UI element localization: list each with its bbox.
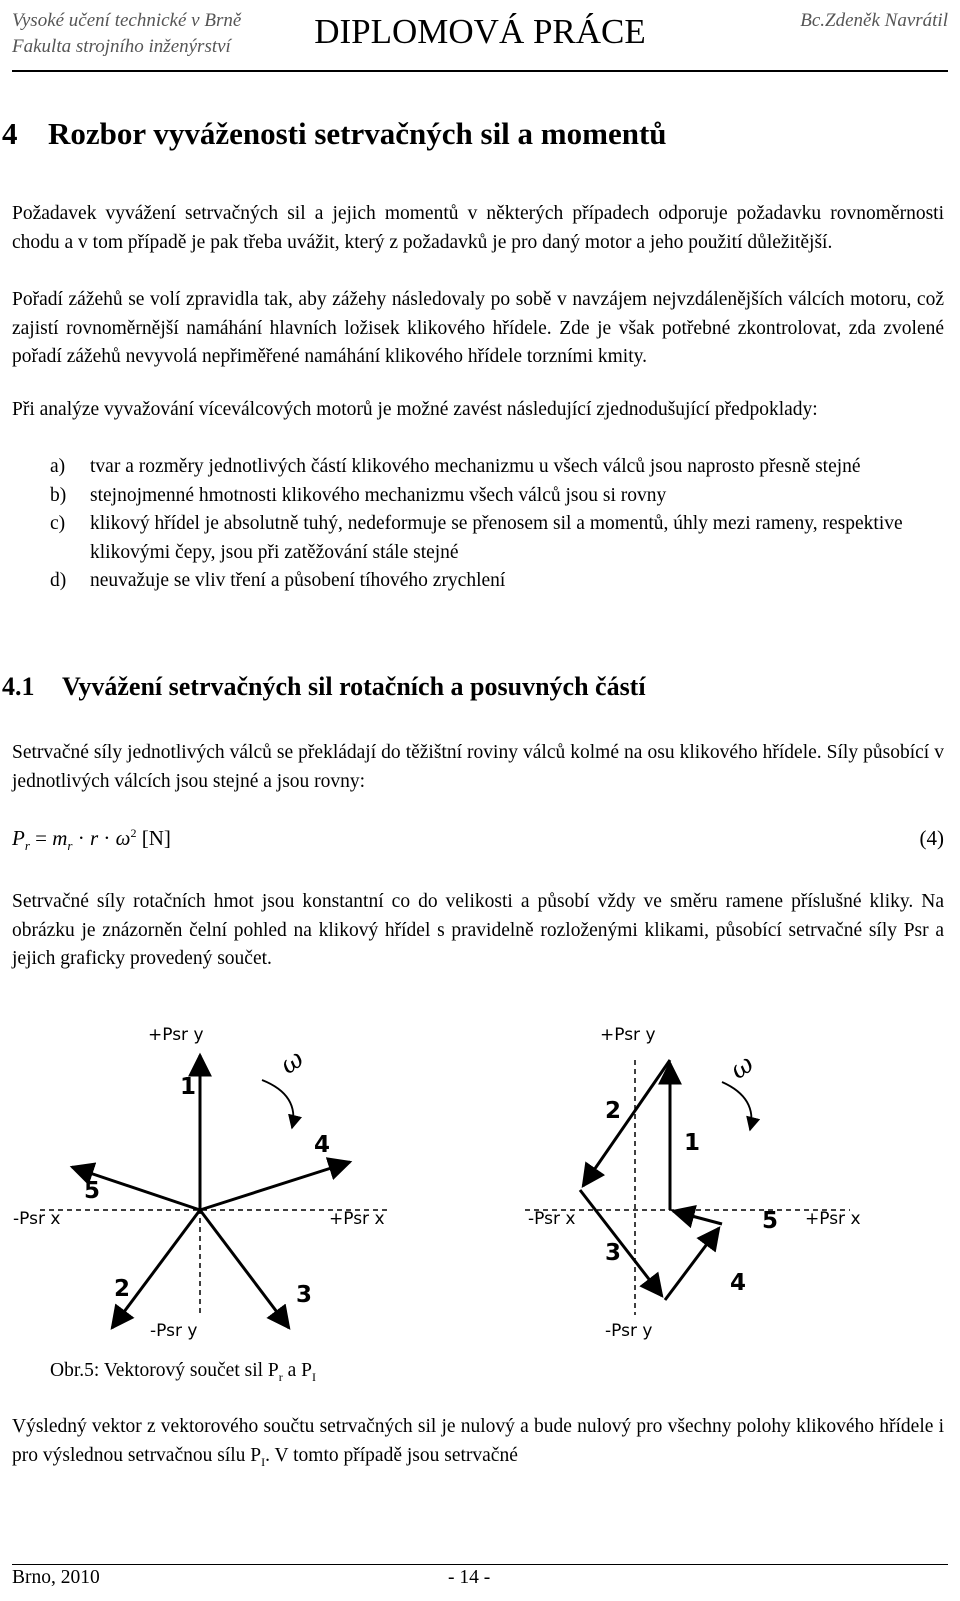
footer-rule <box>12 1564 948 1565</box>
list-text: neuvažuje se vliv tření a působení tíhového zrychlení <box>90 570 506 592</box>
left-omega: ω <box>274 1043 310 1081</box>
left-label-left: -Psr x <box>13 1209 61 1229</box>
eq-force-sub: r <box>24 838 30 854</box>
figure-vector-sum <box>0 1010 960 1350</box>
footer-page-number: - 14 - <box>448 1567 491 1588</box>
paragraph-final <box>12 1413 944 1476</box>
right-label-left: -Psr x <box>528 1209 576 1229</box>
caption-text: Obr.5: Vektorový součet sil P <box>50 1360 279 1381</box>
left-label-top: +Psr y <box>148 1025 204 1045</box>
eq-omega: ω <box>115 826 131 850</box>
paragraph-1: Požadavek vyvážení setrvačných sil a jejich momentů v některých případech odporuje požadavku rovnoměrnosti chodu a v tom případě je pak třeba uvážit, který z požadavků je pro daný motor a jeho použití důležitější. <box>12 203 944 253</box>
header-faculty: Fakulta strojního inženýrství <box>12 36 231 57</box>
paragraph-2: Pořadí zážehů se volí zpravidla tak, aby zážehy následovaly po sobě v navzájem nejvzdálenějších válcích motoru, což zajistí rovnoměrnější namáhání hlavních ložisek klikového hřídele. Zde je však potřebné zkontrolovat, zda zvolené pořadí zážehů nevyvolá nepřiměřené namáhání klikového hřídele torzními kmity. <box>12 289 944 368</box>
right-vector-label-3: 3 <box>605 1240 622 1266</box>
left-vector-3 <box>200 1210 289 1328</box>
right-label-bottom: -Psr y <box>605 1321 653 1341</box>
eq-dot-1: · <box>72 826 90 850</box>
final-sub: I <box>261 1454 266 1469</box>
list-marker: b) <box>50 484 67 506</box>
left-vector-label-2: 2 <box>114 1276 131 1302</box>
left-label-bottom: -Psr y <box>150 1321 198 1341</box>
caption-mid: a P <box>282 1360 313 1381</box>
left-rotation-arrow <box>262 1080 293 1128</box>
final-tail: . V tomto případě jsou setrvačné <box>265 1444 518 1466</box>
chapter-title <box>0 116 667 152</box>
list-marker: c) <box>50 513 66 535</box>
right-vector-label-2: 2 <box>605 1098 622 1124</box>
list-item <box>50 510 950 567</box>
chapter-number: 4 <box>2 116 18 151</box>
list-item <box>50 453 950 482</box>
paragraph-3: Při analýze vyvažování víceválcových motorů je možné zavést následující zjednodušující předpoklady: <box>12 399 818 420</box>
eq-mass-sub: r <box>67 838 73 854</box>
section-number: 4.1 <box>2 672 35 701</box>
equation-number: (4) <box>919 826 944 850</box>
equation-4 <box>12 826 944 858</box>
left-diagram <box>13 1025 390 1341</box>
right-vector-label-4: 4 <box>730 1270 747 1296</box>
eq-radius: r <box>89 826 99 850</box>
list-marker: d) <box>50 570 67 592</box>
right-vector-2 <box>583 1060 670 1186</box>
header-doc-type: DIPLOMOVÁ PRÁCE <box>314 12 646 51</box>
right-omega: ω <box>724 1048 760 1086</box>
assumption-list <box>50 453 950 596</box>
left-label-right: +Psr x <box>329 1209 385 1229</box>
figure-caption <box>50 1357 316 1391</box>
caption-sub-1: r <box>278 1369 283 1384</box>
list-item <box>50 482 950 511</box>
list-text: stejnojmenné hmotnosti klikového mechanizmu všech válců jsou si rovny <box>90 484 667 506</box>
paragraph-after-equation: Setrvačné síly rotačních hmot jsou konstantní co do velikosti a působí vždy ve směru ramene příslušné kliky. Na obrázku je znázorněn čelní pohled na klikový hřídel s pravidelně rozloženými klikami, působící setrvačné síly Psr a jejich graficky provedený součet. <box>12 891 944 970</box>
eq-exponent: 2 <box>130 826 137 840</box>
right-rotation-arrow <box>722 1082 751 1130</box>
right-vector-label-5: 5 <box>762 1208 779 1234</box>
final-text: Výsledný vektor z vektorového součtu setrvačných sil je nulový a bude nulový pro všechny polohy klikového hřídele i pro výslednou setrvačnou sílu P <box>12 1416 944 1466</box>
right-vector-5 <box>673 1211 722 1224</box>
header-university: Vysoké učení technické v Brně <box>12 10 242 31</box>
section-title-text: Vyvážení setrvačných sil rotačních a posuvných částí <box>62 672 646 701</box>
eq-force: P <box>12 826 25 850</box>
list-text: tvar a rozměry jednotlivých částí klikového mechanizmu u všech válců jsou naprosto přesně stejné <box>90 456 861 477</box>
list-text: klikový hřídel je absolutně tuhý, nedeformuje se přenosem sil a momentů, úhly mezi rameny, respektive klikovými čepy, jsou při zatěžování stále stejné <box>90 513 903 563</box>
page-header <box>0 0 960 75</box>
left-vector-label-3: 3 <box>296 1282 313 1308</box>
right-vector-label-1: 1 <box>684 1130 701 1156</box>
eq-mass: m <box>52 826 68 850</box>
footer-place-year: Brno, 2010 <box>12 1567 100 1588</box>
chapter-title-text: Rozbor vyváženosti setrvačných sil a momentů <box>48 116 667 151</box>
caption-sub-2: I <box>312 1369 317 1384</box>
left-vector-label-4: 4 <box>314 1132 331 1158</box>
eq-unit: [N] <box>141 826 171 850</box>
list-item <box>50 567 950 596</box>
list-marker: a) <box>50 456 66 477</box>
section-paragraph: Setrvačné síly jednotlivých válců se překládají do těžištní roviny válců kolmé na osu klikového hřídele. Síly působící v jednotlivých válcích jsou stejné a jsou rovny: <box>12 742 944 792</box>
right-diagram <box>525 1025 861 1341</box>
left-vector-label-5: 5 <box>84 1178 101 1204</box>
header-author: Bc.Zdeněk Navrátil <box>800 10 948 31</box>
equation-body <box>12 826 171 854</box>
section-title <box>0 672 646 702</box>
left-vector-2 <box>112 1210 200 1328</box>
figure-svg <box>0 1010 960 1350</box>
header-rule <box>12 70 948 72</box>
eq-equals: = <box>29 826 53 850</box>
left-vector-label-1: 1 <box>180 1074 197 1100</box>
left-vector-4 <box>200 1162 350 1210</box>
eq-dot-2: · <box>98 826 116 850</box>
right-label-top: +Psr y <box>600 1025 656 1045</box>
right-label-right: +Psr x <box>805 1209 861 1229</box>
right-vector-4 <box>665 1228 719 1300</box>
